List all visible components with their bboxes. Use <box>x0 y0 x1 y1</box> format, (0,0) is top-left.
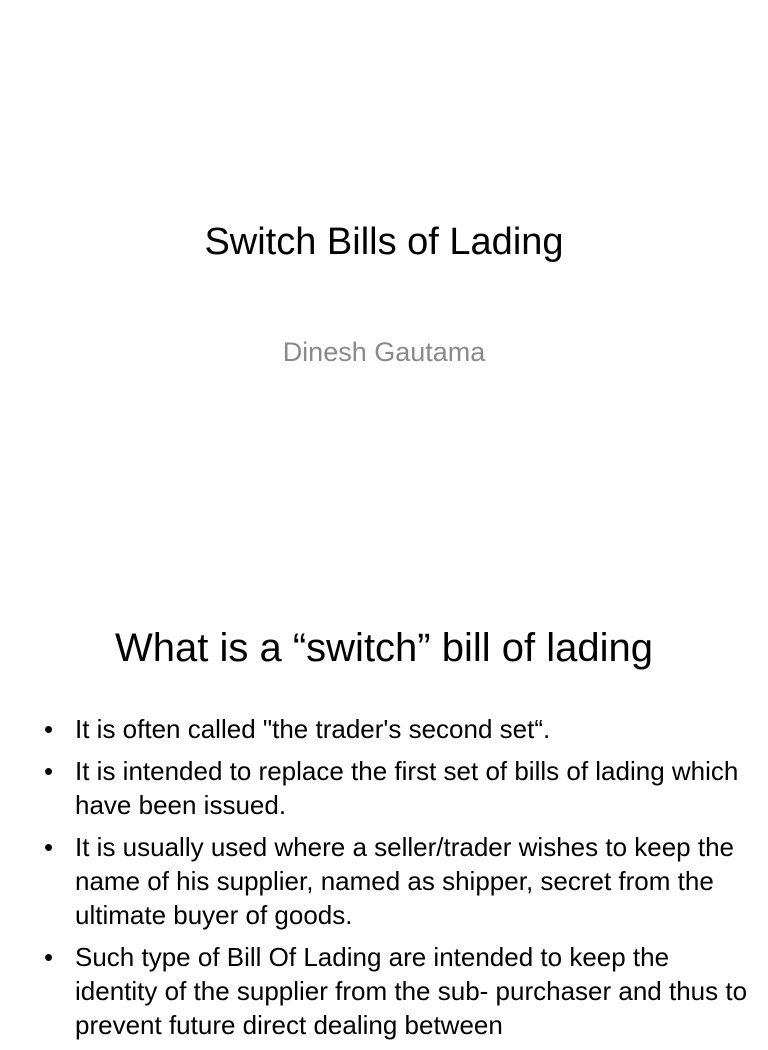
slide-heading: What is a “switch” bill of lading <box>115 626 653 670</box>
bullet-item <box>44 754 754 822</box>
bullet-dot-icon: • <box>44 942 54 972</box>
bullet-list <box>44 712 754 1050</box>
presentation-title: Switch Bills of Lading <box>204 221 564 263</box>
author-name: Dinesh Gautama <box>282 337 486 367</box>
bullet-text: Such type of Bill Of Lading are intended to keep the identity of the supplier from the sub- purchaser and thus to prevent future direct dealing between <box>75 942 748 1040</box>
bullet-dot-icon: • <box>44 756 54 786</box>
bullet-text: It is intended to replace the first set of bills of lading which have been issued. <box>75 756 739 820</box>
bullet-text: It is often called "the trader's second set“. <box>75 714 551 744</box>
content-slide <box>0 576 768 1040</box>
bullet-item <box>44 712 754 746</box>
bullet-text: It is usually used where a seller/trader wishes to keep the name of his supplier, named as shipper, secret from the ultimate buyer of goods. <box>75 832 735 930</box>
bullet-item <box>44 830 754 932</box>
bullet-item <box>44 940 754 1042</box>
bullet-dot-icon: • <box>44 714 54 744</box>
bullet-dot-icon: • <box>44 832 54 862</box>
